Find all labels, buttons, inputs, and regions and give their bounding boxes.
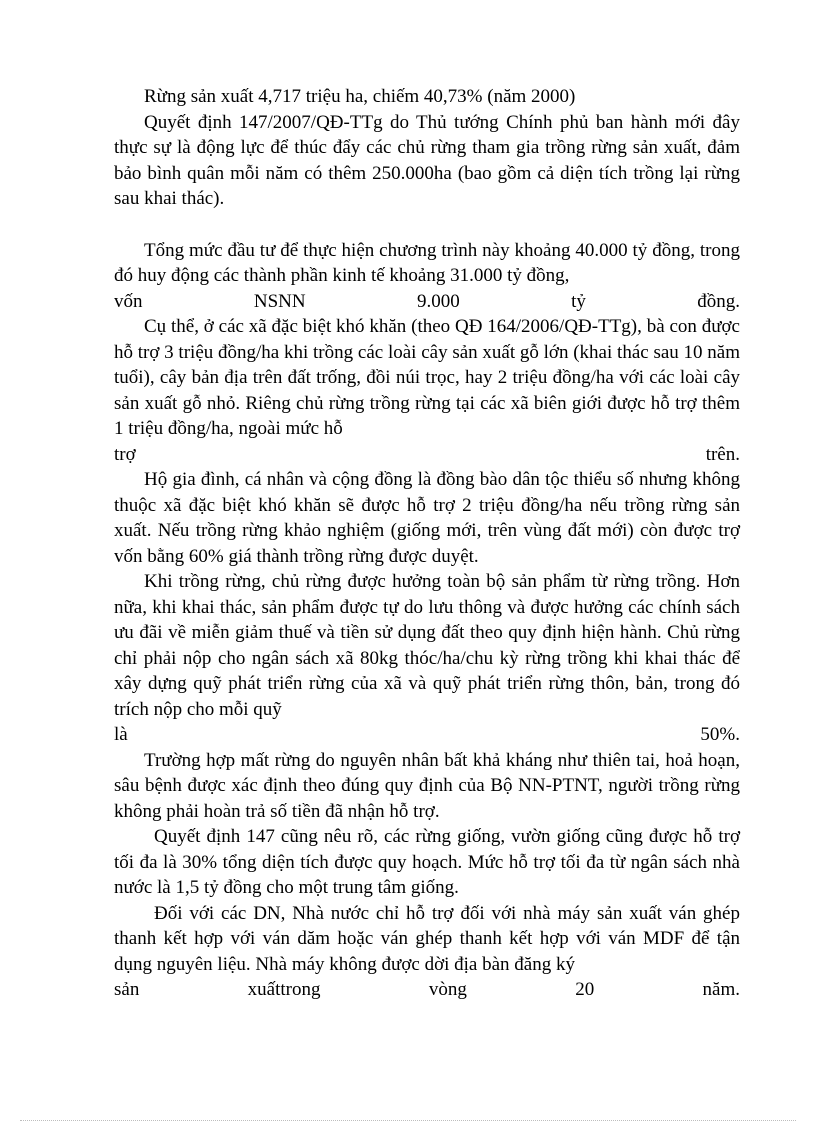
word: 20	[575, 979, 595, 1000]
paragraph-investment: Tổng mức đầu tư để thực hiện chương trình này khoảng 40.000 tỷ đồng, trong đó huy động các thành phần kinh tế khoảng 31.000 tỷ đồng,	[114, 239, 740, 286]
paragraph-seed-forests: Quyết định 147 cũng nêu rõ, các rừng giống, vườn giống cũng được hỗ trợ tối đa là 30% tổng diện tích được quy hoạch. Mức hỗ trợ tối đa từ ngân sách nhà nước là 1,5 tỷ đồng cho một trung tâm giống.	[114, 826, 740, 898]
word: trên.	[705, 443, 740, 465]
word: NSNN	[253, 290, 306, 312]
paragraph-households: Hộ gia đình, cá nhân và cộng đồng là đồng bào dân tộc thiểu số nhưng không thuộc xã đặc biệt khó khăn sẽ được hỗ trợ 2 triệu đồng/ha nếu trồng rừng sản xuất. Nếu trồng rừng khảo nghiệm (giống mới, trên vùng đất mới) còn được trợ vốn bằng 60% giá thành trồng rừng được duyệt.	[114, 469, 740, 567]
paragraph-gap	[114, 212, 740, 238]
word: 50%.	[700, 724, 740, 745]
word: vốn	[114, 290, 143, 312]
word: 9.000	[416, 290, 460, 312]
paragraph-difficult-communes: Cụ thể, ở các xã đặc biệt khó khăn (theo QĐ 164/2006/QĐ-TTg), bà con được hỗ trợ 3 triệu đồng/ha khi trồng các loài cây sản xuất gỗ lớn (khai thác sau 10 năm tuổi), cây bản địa trên đất trống, đồi núi trọc, hay 2 triệu đồng/ha với các loài cây sản xuất gỗ nhỏ. Riêng chủ rừng trồng rừng tại các xã biên giới được hỗ trợ thêm 1 triệu đồng/ha, ngoài mức hỗ	[114, 316, 740, 439]
word: xuấttrong	[247, 979, 321, 1000]
paragraph-enterprises: Đối với các DN, Nhà nước chỉ hỗ trợ đối với nhà máy sản xuất ván ghép thanh kết hợp với ván dăm hoặc ván ghép thanh kết hợp với ván MDF để tận dụng nguyên liệu. Nhà máy không được dời địa bàn đăng ký	[114, 902, 740, 975]
line-state-budget	[114, 289, 740, 315]
word: vòng	[428, 979, 467, 1000]
word: sản	[114, 979, 140, 1000]
document-body	[114, 84, 740, 1003]
word: tỷ	[571, 290, 586, 312]
paragraph-forest-area: Rừng sản xuất 4,717 triệu ha, chiếm 40,73% (năm 2000)	[144, 86, 576, 107]
line-fund-share	[114, 722, 740, 748]
line-support-above	[114, 442, 740, 468]
paragraph-benefits: Khi trồng rừng, chủ rừng được hưởng toàn bộ sản phẩm từ rừng trồng. Hơn nữa, khi khai thác, sản phẩm được tự do lưu thông và được hưởng các chính sách ưu đãi về miễn giảm thuế và tiền sử dụng đất theo quy định hiện hành. Chủ rừng chỉ phải nộp cho ngân sách xã 80kg thóc/ha/chu kỳ rừng trồng khi khai thác để xây dựng quỹ phát triển rừng của xã và quỹ phát triển rừng thôn, bản, trong đó trích nộp cho mỗi quỹ	[114, 571, 740, 720]
word: là	[114, 724, 128, 745]
word: năm.	[702, 979, 740, 1000]
line-twenty-years	[114, 977, 740, 1003]
word: đồng.	[697, 290, 740, 312]
paragraph-decision-147: Quyết định 147/2007/QĐ-TTg do Thủ tướng Chính phủ ban hành mới đây thực sự là động lực để thúc đẩy các chủ rừng tham gia trồng rừng sản xuất, đảm bảo bình quân mỗi năm có thêm 250.000ha (bao gồm cả diện tích trồng lại rừng sau khai thác).	[114, 111, 740, 209]
paragraph-force-majeure: Trường hợp mất rừng do nguyên nhân bất khả kháng như thiên tai, hoả hoạn, sâu bệnh được xác định theo đúng quy định của Bộ NN-PTNT, người trồng rừng không phải hoàn trả số tiền đã nhận hỗ trợ.	[114, 749, 740, 822]
word: trợ	[114, 443, 136, 465]
page-footer-divider	[20, 1120, 796, 1121]
